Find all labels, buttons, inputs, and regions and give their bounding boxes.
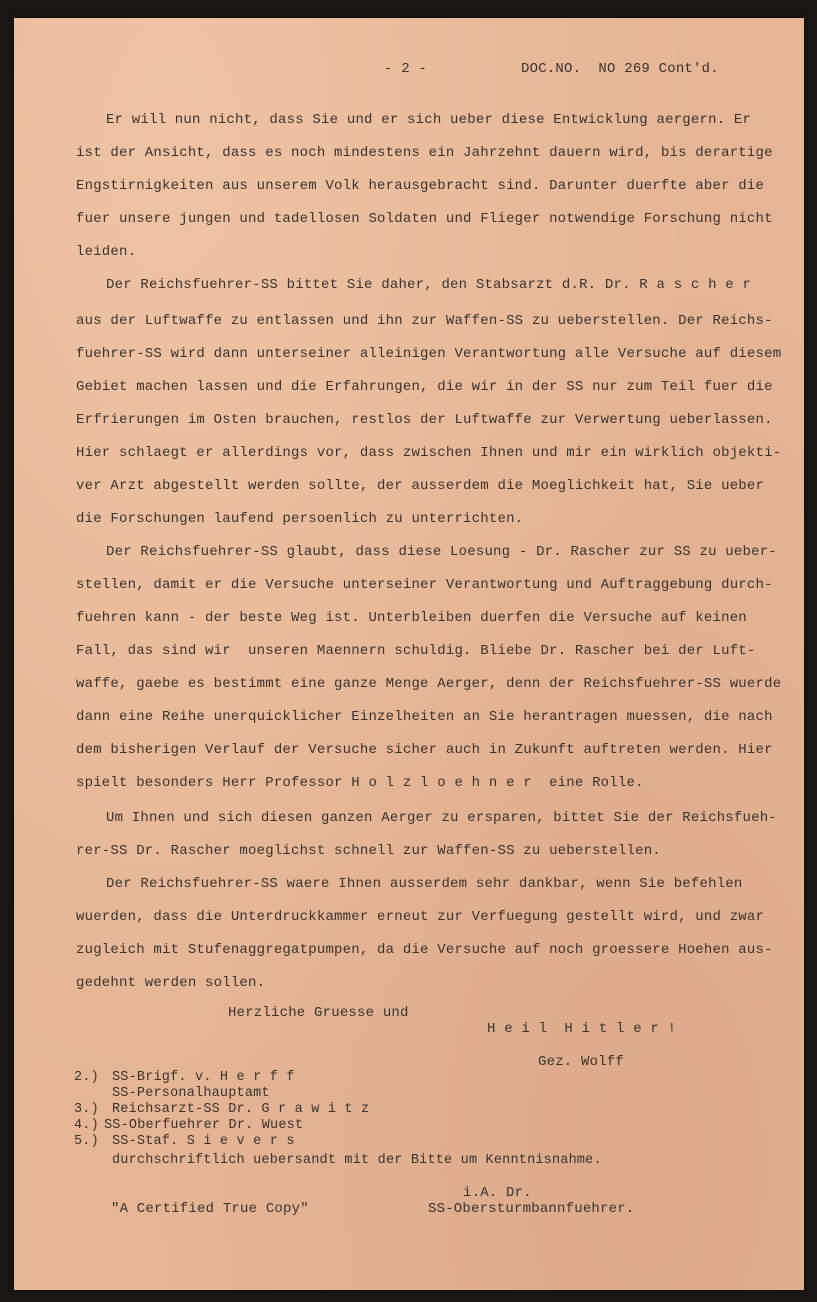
distribution-number: 4.): [74, 1118, 99, 1133]
certified-copy-note: "A Certified True Copy": [111, 1201, 309, 1217]
body-line: aus der Luftwaffe zu entlassen und ihn zur Waffen-SS zu ueberstellen. Der Reichs-: [76, 313, 773, 329]
closing-salute: H e i l H i t l e r !: [487, 1021, 677, 1037]
closing-greeting: Herzliche Gruesse und: [228, 1005, 409, 1021]
body-line: stellen, damit er die Versuche unterseiner Verantwortung und Auftraggebung durch-: [76, 577, 773, 593]
signature: Gez. Wolff: [538, 1054, 625, 1070]
body-line: fuehrer-SS wird dann unterseiner alleinigen Verantwortung alle Versuche auf diesem: [76, 346, 782, 362]
body-line: fuer unsere jungen und tadellosen Soldaten und Flieger notwendige Forschung nicht: [76, 211, 773, 227]
body-line: gedehnt werden sollen.: [76, 975, 266, 991]
distribution-entry: SS-Oberfuehrer Dr. Wuest: [104, 1118, 304, 1133]
document-number: DOC.NO. NO 269 Cont'd.: [521, 61, 719, 77]
body-line: dem bisherigen Verlauf der Versuche sicher auch in Zukunft auftreten werden. Hier: [76, 742, 773, 758]
body-line: ver Arzt abgestellt werden sollte, der ausserdem die Moeglichkeit hat, Sie ueber: [76, 478, 765, 494]
body-line: Der Reichsfuehrer-SS bittet Sie daher, den Stabsarzt d.R. Dr. R a s c h e r: [106, 277, 752, 293]
body-line: Der Reichsfuehrer-SS waere Ihnen ausserdem sehr dankbar, wenn Sie befehlen: [106, 876, 743, 892]
body-line: Gebiet machen lassen und die Erfahrungen, die wir in der SS nur zum Teil fuer die: [76, 379, 773, 395]
body-line: Hier schlaegt er allerdings vor, dass zwischen Ihnen und mir ein wirklich objekti-: [76, 445, 782, 461]
distribution-number: 5.): [74, 1134, 99, 1149]
body-line: Um Ihnen und sich diesen ganzen Aerger zu ersparen, bittet Sie der Reichsfueh-: [106, 810, 777, 826]
body-line: dann eine Reihe unerquicklicher Einzelheiten an Sie herantragen muessen, die nach: [76, 709, 773, 725]
body-line: leiden.: [76, 244, 137, 260]
body-line: die Forschungen laufend persoenlich zu unterrichten.: [76, 511, 524, 527]
distribution-number: 3.): [74, 1102, 99, 1117]
body-line: Erfrierungen im Osten brauchen, restlos der Luftwaffe zur Verwertung ueberlassen.: [76, 412, 773, 428]
body-line: spielt besonders Herr Professor H o l z l o e h n e r eine Rolle.: [76, 775, 644, 791]
body-line: ist der Ansicht, dass es noch mindestens ein Jahrzehnt dauern wird, bis derartige: [76, 145, 773, 161]
body-line: Engstirnigkeiten aus unserem Volk herausgebracht sind. Darunter duerfte aber die: [76, 178, 765, 194]
signature-ia: i.A. Dr.: [463, 1185, 532, 1201]
signer-rank: SS-Obersturmbannfuehrer.: [428, 1201, 635, 1217]
distribution-entry: SS-Personalhauptamt: [112, 1086, 270, 1101]
body-line: fuehren kann - der beste Weg ist. Unterbleiben duerfen die Versuche auf keinen: [76, 610, 747, 626]
body-line: rer-SS Dr. Rascher moeglichst schnell zur Waffen-SS zu ueberstellen.: [76, 843, 661, 859]
body-line: waffe, gaebe es bestimmt eine ganze Menge Aerger, denn der Reichsfuehrer-SS wuerde: [76, 676, 782, 692]
body-line: wuerden, dass die Unterdruckkammer erneut zur Verfuegung gestellt wird, und zwar: [76, 909, 765, 925]
body-line: zugleich mit Stufenaggregatpumpen, da die Versuche auf noch groessere Hoehen aus-: [76, 942, 773, 958]
distribution-entry: SS-Staf. S i e v e r s: [112, 1134, 295, 1149]
body-line: Er will nun nicht, dass Sie und er sich ueber diese Entwicklung aergern. Er: [106, 112, 752, 128]
body-line: Fall, das sind wir unseren Maennern schuldig. Bliebe Dr. Rascher bei der Luft-: [76, 643, 756, 659]
page-number: - 2 -: [384, 61, 428, 77]
distribution-entry: SS-Brigf. v. H e r f f: [112, 1070, 295, 1085]
distribution-number: 2.): [74, 1070, 99, 1085]
body-line: Der Reichsfuehrer-SS glaubt, dass diese Loesung - Dr. Rascher zur SS zu ueber-: [106, 544, 777, 560]
distribution-entry: durchschriftlich uebersandt mit der Bitte um Kenntnisnahme.: [112, 1153, 602, 1168]
distribution-entry: Reichsarzt-SS Dr. G r a w i t z: [112, 1102, 370, 1117]
